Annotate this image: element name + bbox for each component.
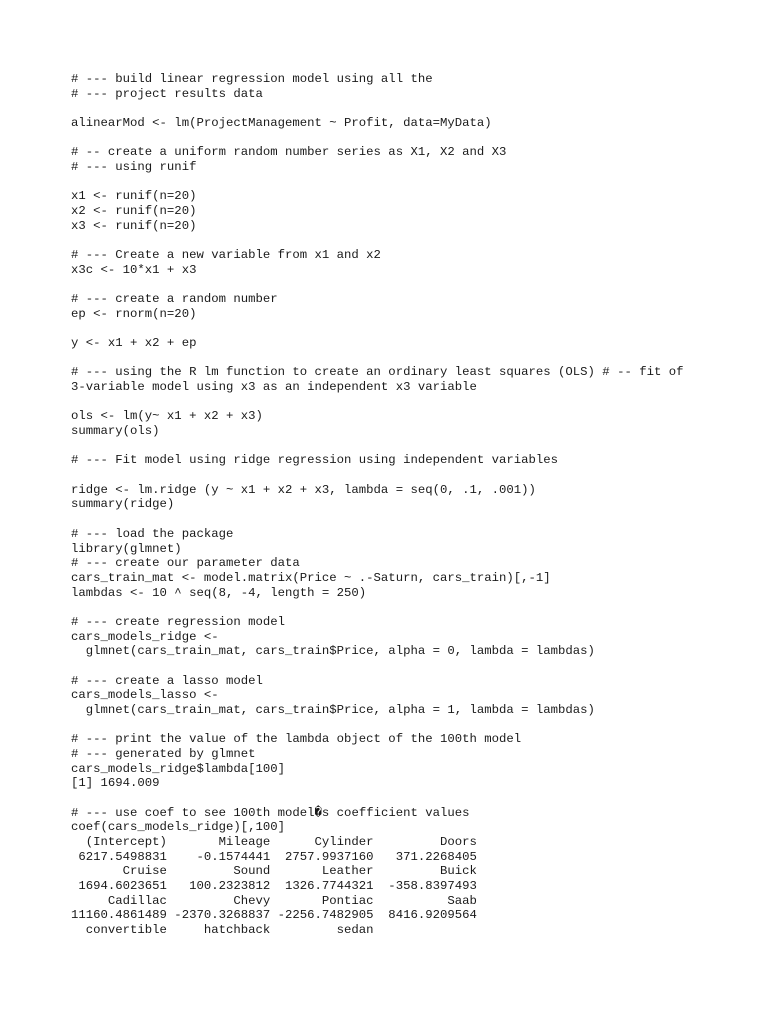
code-line	[71, 468, 751, 483]
code-line: library(glmnet)	[71, 541, 182, 556]
code-line	[71, 321, 751, 336]
code-line: x3 <- runif(n=20)	[71, 218, 197, 233]
code-line: x2 <- runif(n=20)	[71, 204, 197, 219]
code-line: [1] 1694.009	[71, 776, 160, 791]
code-line: x1 <- runif(n=20)	[71, 189, 197, 204]
code-line	[71, 791, 751, 806]
code-line: alinearMod <- lm(ProjectManagement ~ Profit, data=MyData)	[71, 116, 492, 131]
code-line: # --- create our parameter data	[71, 556, 300, 571]
code-line: 6217.5498831 -0.1574441 2757.9937160 371.2268405	[71, 849, 477, 864]
code-line: # --- using the R lm function to create an ordinary least squares (OLS) # -- fit of	[71, 365, 684, 380]
code-line: glmnet(cars_train_mat, cars_train$Price, alpha = 1, lambda = lambdas)	[71, 702, 595, 717]
code-line: lambdas <- 10 ^ seq(8, -4, length = 250)	[71, 585, 367, 600]
code-line: cars_train_mat <- model.matrix(Price ~ .-Saturn, cars_train)[,-1]	[71, 570, 551, 585]
code-line: y <- x1 + x2 + ep	[71, 336, 197, 351]
code-line: coef(cars_models_ridge)[,100]	[71, 820, 286, 835]
code-line: # --- generated by glmnet	[71, 746, 256, 761]
code-line: # --- create a random number	[71, 292, 278, 307]
code-line	[71, 395, 751, 410]
code-line: # --- print the value of the lambda object of the 100th model	[71, 732, 522, 747]
code-line	[71, 351, 751, 366]
code-line: # --- using runif	[71, 160, 197, 175]
code-line	[71, 175, 751, 190]
code-line: summary(ols)	[71, 424, 160, 439]
code-line	[71, 233, 751, 248]
code-line	[71, 131, 751, 146]
code-line	[71, 439, 751, 454]
code-line: cars_models_ridge$lambda[100]	[71, 761, 286, 776]
code-line: summary(ridge)	[71, 497, 175, 512]
code-line: # --- Fit model using ridge regression using independent variables	[71, 453, 559, 468]
code-line: # --- create a lasso model	[71, 673, 263, 688]
code-line: # -- create a uniform random number series as X1, X2 and X3	[71, 145, 507, 160]
code-line: 3-variable model using x3 as an independent x3 variable	[71, 380, 477, 395]
code-line: cars_models_lasso <-	[71, 688, 219, 703]
code-line	[71, 512, 751, 527]
code-line	[71, 277, 751, 292]
code-line: x3c <- 10*x1 + x3	[71, 262, 197, 277]
code-line: 11160.4861489 -2370.3268837 -2256.7482905 8416.9209564	[71, 908, 477, 923]
code-line	[71, 600, 751, 615]
code-line: ep <- rnorm(n=20)	[71, 306, 197, 321]
code-line: convertible hatchback sedan	[71, 922, 374, 937]
code-line	[71, 659, 751, 674]
code-line: ols <- lm(y~ x1 + x2 + x3)	[71, 409, 263, 424]
code-line: ridge <- lm.ridge (y ~ x1 + x2 + x3, lambda = seq(0, .1, .001))	[71, 482, 536, 497]
code-line: # --- project results data	[71, 86, 263, 101]
code-line: # --- build linear regression model using all the	[71, 72, 433, 86]
code-line	[71, 718, 751, 733]
code-line: glmnet(cars_train_mat, cars_train$Price, alpha = 0, lambda = lambdas)	[71, 644, 595, 659]
code-line: # --- use coef to see 100th model�s coefficient values	[71, 805, 470, 820]
code-line: cars_models_ridge <-	[71, 629, 219, 644]
r-code-listing	[71, 72, 751, 938]
code-line: (Intercept) Mileage Cylinder Doors	[71, 834, 477, 849]
code-line	[71, 101, 751, 116]
code-line: # --- load the package	[71, 526, 234, 541]
code-line: Cruise Sound Leather Buick	[71, 864, 477, 879]
code-line: # --- Create a new variable from x1 and x2	[71, 248, 381, 263]
code-line: # --- create regression model	[71, 614, 286, 629]
code-line: Cadillac Chevy Pontiac Saab	[71, 893, 477, 908]
code-line: 1694.6023651 100.2323812 1326.7744321 -358.8397493	[71, 878, 477, 893]
